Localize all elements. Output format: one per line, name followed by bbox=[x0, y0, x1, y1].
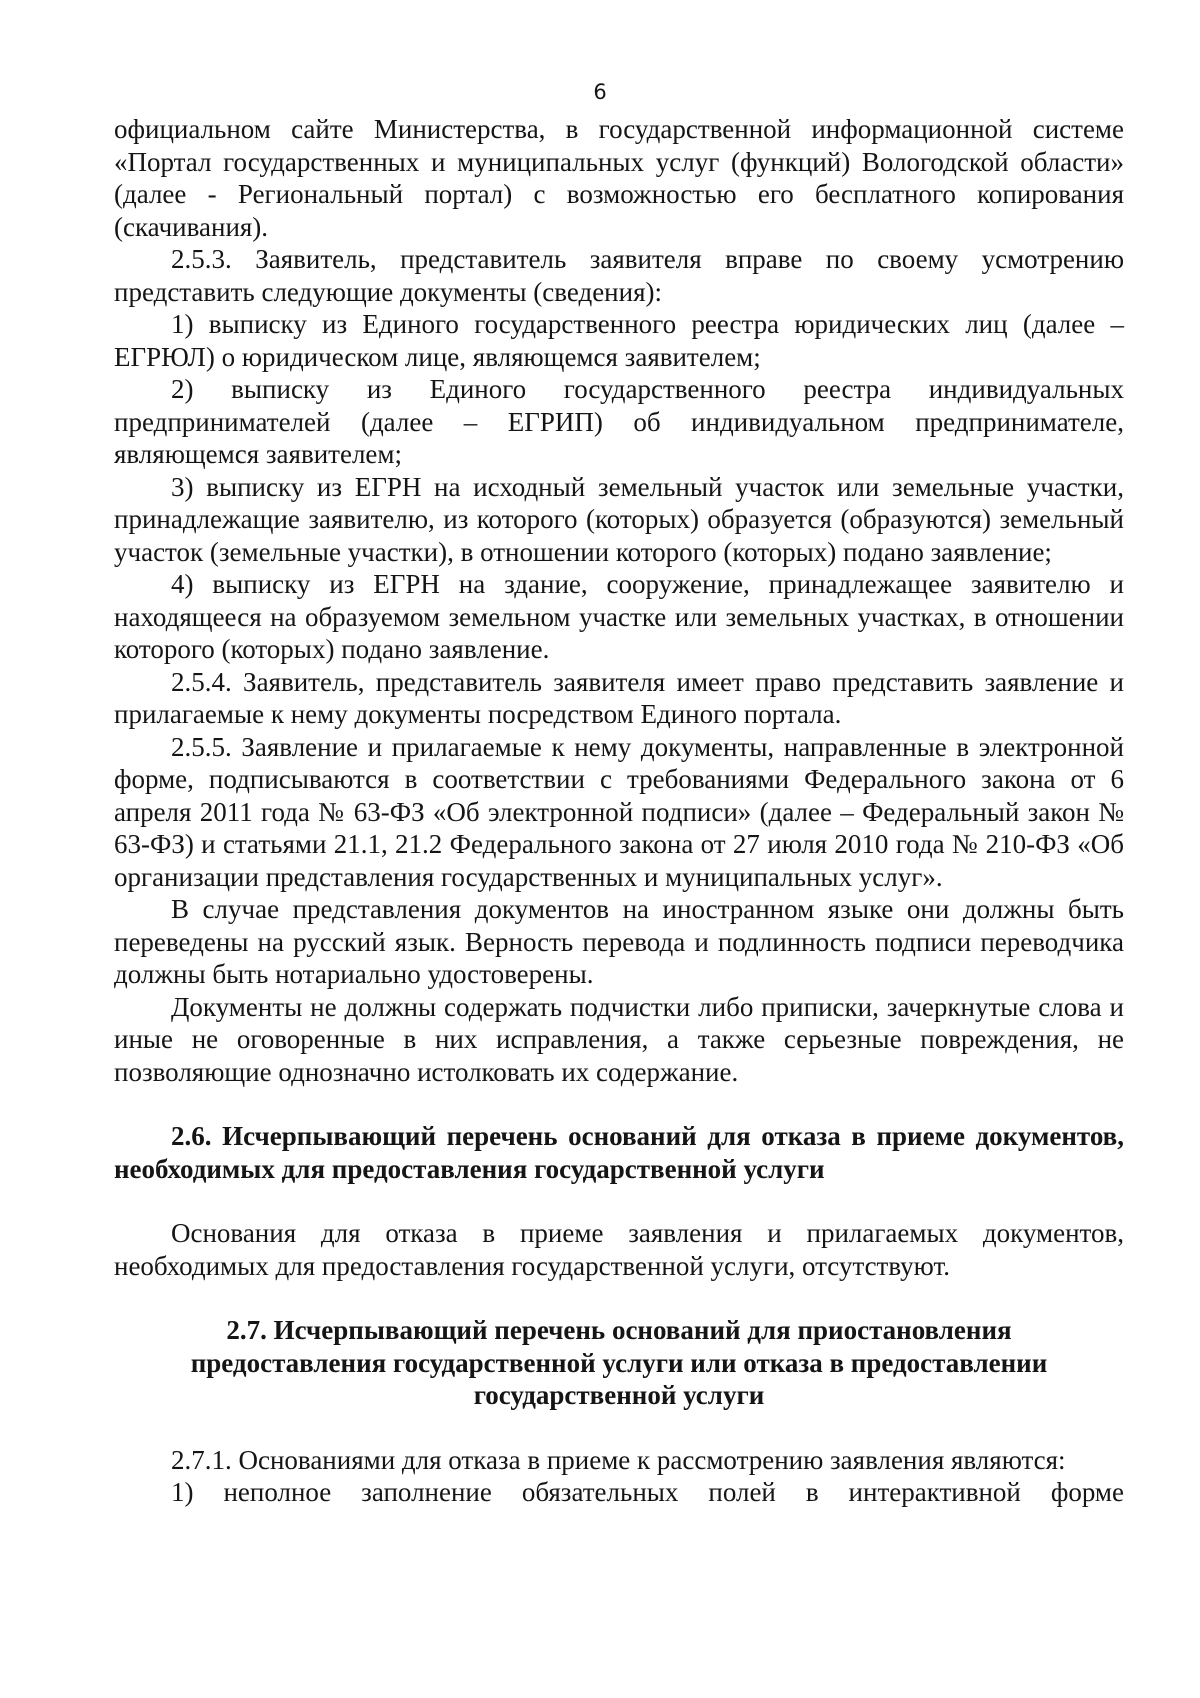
list-item: 1) неполное заполнение обязательных полей в интерактивной форме bbox=[171, 1477, 1124, 1507]
section-heading-2-6: 2.6. Исчерпывающий перечень оснований для отказа в приеме документов, необходимых для предоставления государственной услуги bbox=[114, 1121, 1124, 1184]
paragraph: 2.5.5. Заявление и прилагаемые к нему документы, направленные в электронной форме, подписываются в соответствии с требованиями Федерального закона от 6 апреля 2011 года № 63-ФЗ «Об электронной подписи» (далее – Федеральный закон № 63-ФЗ) и статьями 21.1, 21.2 Федерального закона от 27 июля 2010 года № 210-ФЗ «Об организации представления государственных и муниципальных услуг». bbox=[114, 731, 1124, 892]
heading-line: предоставления государственной услуги или отказа в предоставлении bbox=[190, 1347, 1048, 1378]
document-body bbox=[114, 113, 1124, 1509]
paragraph: 2.7.1. Основаниями для отказа в приеме к рассмотрению заявления являются: bbox=[171, 1444, 1066, 1475]
paragraph: В случае представления документов на иностранном языке они должны быть переведены на русский язык. Верность перевода и подлинность подписи переводчика должны быть нотариально удостоверены. bbox=[114, 894, 1124, 989]
heading-line: государственной услуги bbox=[473, 1380, 765, 1410]
paragraph: официальном сайте Министерства, в государственной информационной системе «Портал государственных и муниципальных услуг (функций) Вологодской области» (далее - Региональный портал) с возможностью его бесплатного копирования (скачивания). bbox=[114, 114, 1124, 242]
list-item: 3) выписку из ЕГРН на исходный земельный участок или земельные участки, принадлежащие заявителю, из которого (которых) образуется (образуются) земельный участок (земельные участки), в отношении которого (которых) подано заявление; bbox=[114, 471, 1124, 567]
section-heading-2-7 bbox=[114, 1314, 1124, 1412]
paragraph: 2.5.3. Заявитель, представитель заявителя вправе по своему усмотрению представить следующие документы (сведения): bbox=[114, 244, 1124, 307]
paragraph: Документы не должны содержать подчистки либо приписки, зачеркнутые слова и иные не оговоренные в них исправления, а также серьезные повреждения, не позволяющие однозначно истолковать их содержание. bbox=[114, 991, 1124, 1087]
paragraph: Основания для отказа в приеме заявления и прилагаемых документов, необходимых для предоставления государственной услуги, отсутствуют. bbox=[114, 1218, 1124, 1281]
heading-line: 2.7. Исчерпывающий перечень оснований для приостановления bbox=[226, 1315, 1012, 1345]
list-item: 1) выписку из Единого государственного реестра юридических лиц (далее – ЕГРЮЛ) о юридическом лице, являющемся заявителем; bbox=[114, 309, 1124, 372]
list-item: 4) выписку из ЕГРН на здание, сооружение, принадлежащее заявителю и находящееся на образуемом земельном участке или земельных участках, в отношении которого (которых) подано заявление. bbox=[114, 569, 1124, 664]
list-item: 2) выписку из Единого государственного реестра индивидуальных предпринимателей (далее – ЕГРИП) об индивидуальном предпринимателе, являющемся заявителем; bbox=[114, 374, 1124, 469]
page-number: 6 bbox=[593, 80, 607, 104]
paragraph: 2.5.4. Заявитель, представитель заявителя имеет право представить заявление и прилагаемые к нему документы посредством Единого портала. bbox=[114, 666, 1124, 729]
